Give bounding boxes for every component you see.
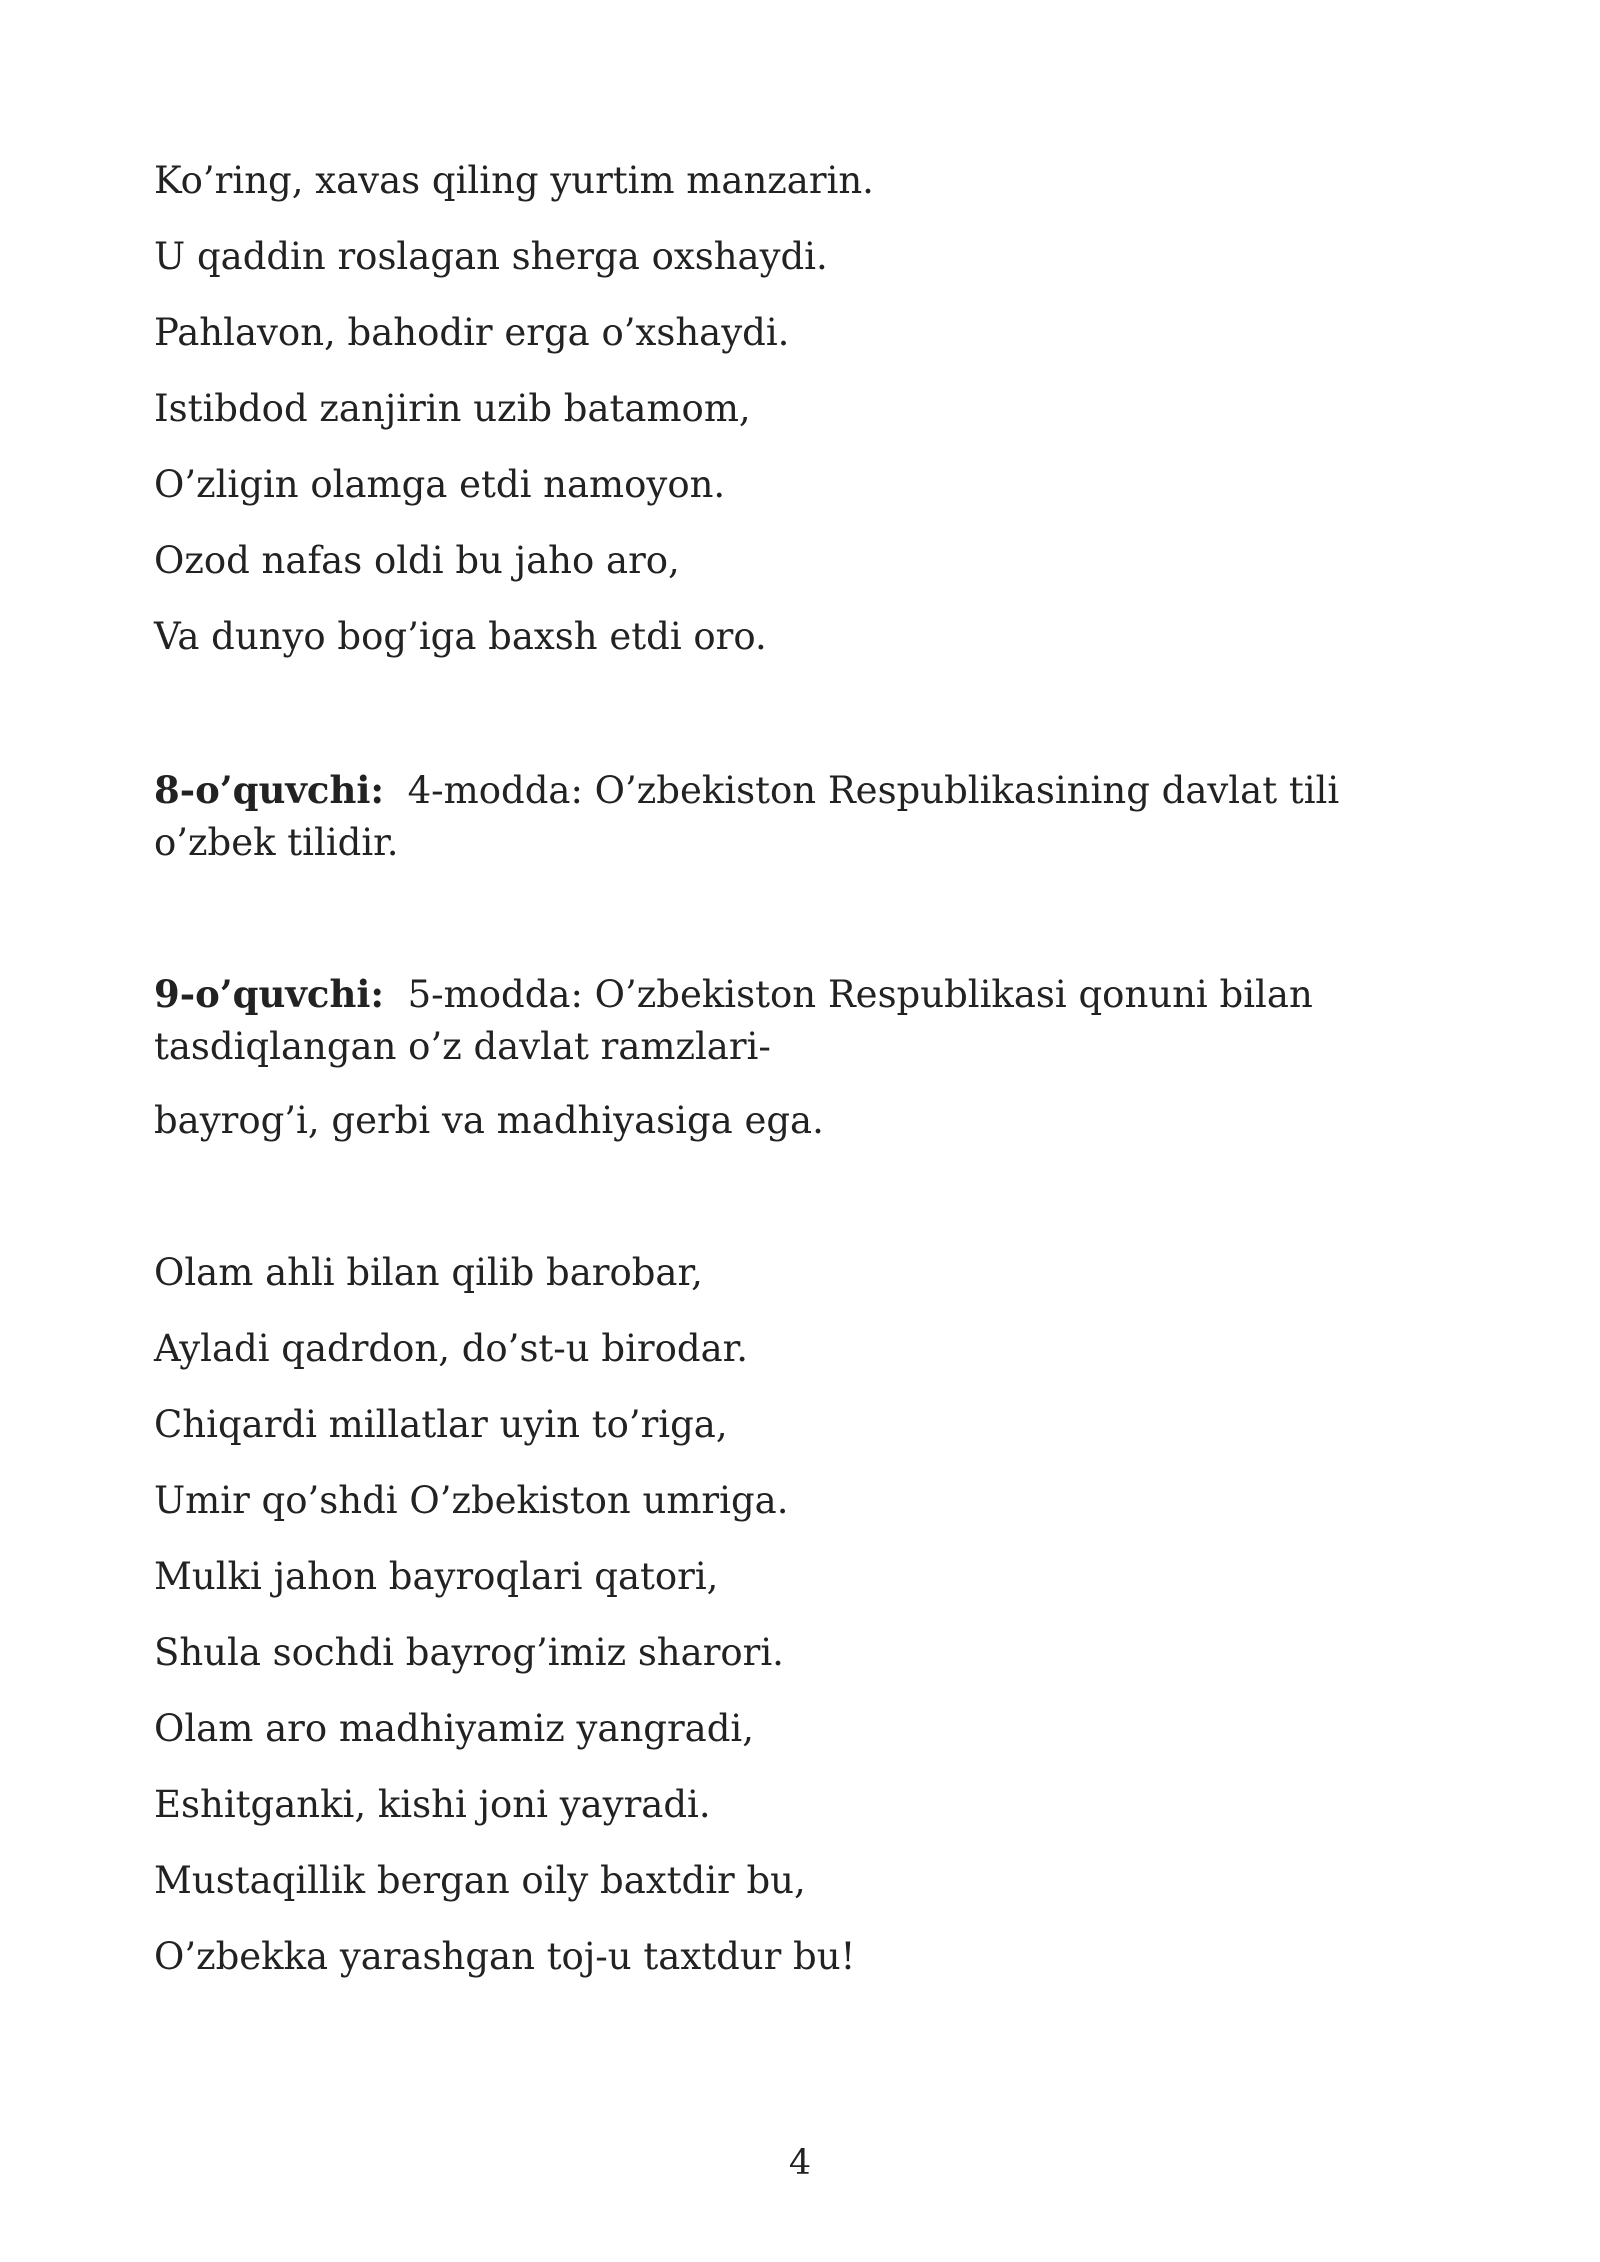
student-9-paragraph xyxy=(154,968,1444,1073)
article-continuation: bayrog’i, gerbi va madhiyasiga ega. xyxy=(154,1099,824,1142)
page-number: 4 xyxy=(788,2143,812,2183)
poem-line: Mustaqillik bergan oily baxtdir bu, xyxy=(154,1859,806,1902)
speaker-label: 9-o’quvchi: xyxy=(154,972,385,1016)
speaker-label: 8-o’quvchi: xyxy=(154,768,385,812)
article-text: 4-modda: O’zbekiston Respublikasining davlat tili o’zbek tilidir. xyxy=(154,769,1340,864)
poem-line: O’zligin olamga etdi namoyon. xyxy=(154,463,726,506)
poem-line: Istibdod zanjirin uzib batamom, xyxy=(154,387,751,430)
poem-line: Olam ahli bilan qilib barobar, xyxy=(154,1251,703,1294)
poem-line: Umir qo’shdi O’zbekiston umriga. xyxy=(154,1479,789,1522)
student-8-paragraph xyxy=(154,764,1444,869)
poem-line: Va dunyo bog’iga baxsh etdi oro. xyxy=(154,615,767,658)
poem-line: Chiqardi millatlar uyin to’riga, xyxy=(154,1403,728,1446)
article-text: 5-modda: O’zbekiston Respublikasi qonuni bilan tasdiqlangan o’z davlat ramzlari- xyxy=(154,973,1313,1068)
poem-line: Shula sochdi bayrog’imiz sharori. xyxy=(154,1631,784,1674)
poem-line: O’zbekka yarashgan toj-u taxtdur bu! xyxy=(154,1935,856,1978)
poem-line: U qaddin roslagan sherga oxshaydi. xyxy=(154,235,828,278)
poem-line: Eshitganki, kishi joni yayradi. xyxy=(154,1783,711,1826)
poem-line: Ozod nafas oldi bu jaho aro, xyxy=(154,539,680,582)
poem-line: Ayladi qadrdon, do’st-u birodar. xyxy=(154,1327,749,1370)
poem-line: Ko’ring, xavas qiling yurtim manzarin. xyxy=(154,159,874,202)
poem-line: Mulki jahon bayroqlari qatori, xyxy=(154,1555,719,1598)
poem-line: Pahlavon, bahodir erga o’xshaydi. xyxy=(154,311,790,354)
poem-line: Olam aro madhiyamiz yangradi, xyxy=(154,1707,754,1750)
